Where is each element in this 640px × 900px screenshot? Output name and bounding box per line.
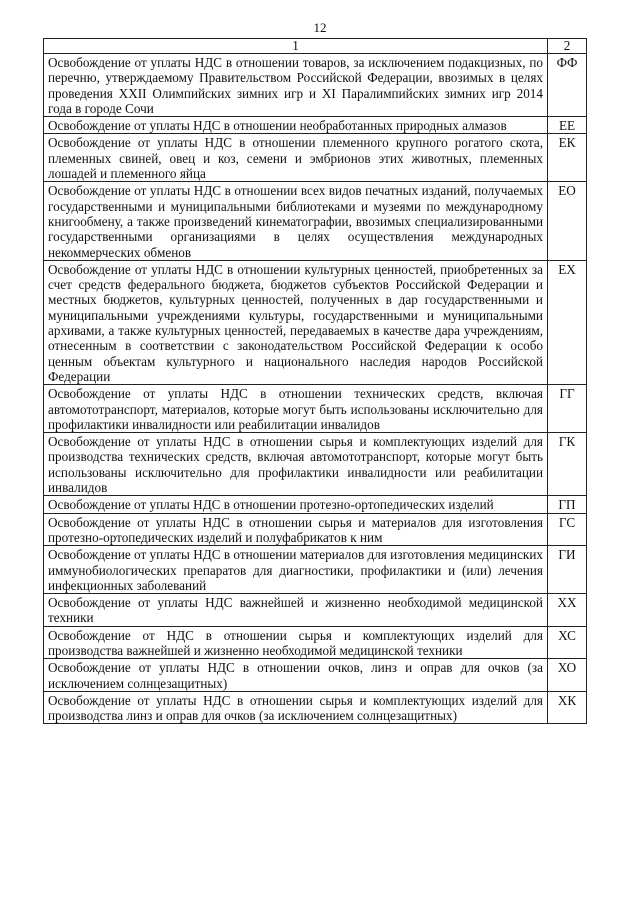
row-code: ФФ	[548, 54, 587, 117]
page-number: 12	[313, 20, 327, 35]
table-row	[44, 513, 587, 546]
row-code: ЕК	[548, 134, 587, 182]
table-row	[44, 691, 587, 724]
row-description: Освобождение от уплаты НДС в отношении материалов для изготовления медицинских иммунобиологических препаратов для диагностики, профилактики и (или) лечения инфекционных заболеваний	[44, 546, 548, 594]
row-code: ХХ	[548, 594, 587, 627]
table-row	[44, 54, 587, 117]
row-description: Освобождение от уплаты НДС в отношении всех видов печатных изданий, получаемых государственными и муниципальными библиотеками и музеями по международному книгообмену, а также произведений кинематографии, ввозимых специализированными государственными организациями в целях осуществления международных некоммерческих обменов	[44, 182, 548, 260]
row-code: ГГ	[548, 385, 587, 433]
row-description: Освобождение от уплаты НДС в отношении необработанных природных алмазов	[44, 117, 548, 134]
table-row	[44, 260, 587, 384]
table-row	[44, 134, 587, 182]
table-row	[44, 626, 587, 659]
row-description: Освобождение от уплаты НДС в отношении технических средств, включая автомототранспорт, материалов, которые могут быть использованы исключительно для профилактики инвалидности или реабилитации инвалидов	[44, 385, 548, 433]
table-row	[44, 433, 587, 496]
row-code: ХК	[548, 691, 587, 724]
row-code: ЕО	[548, 182, 587, 260]
table-row	[44, 659, 587, 692]
row-description: Освобождение от уплаты НДС в отношении очков, линз и оправ для очков (за исключением солнцезащитных)	[44, 659, 548, 692]
table-row	[44, 385, 587, 433]
row-code: ГС	[548, 513, 587, 546]
table-row	[44, 496, 587, 513]
row-description: Освобождение от уплаты НДС в отношении сырья и материалов для изготовления протезно-ортопедических изделий и полуфабрикатов к ним	[44, 513, 548, 546]
row-code: ГИ	[548, 546, 587, 594]
row-description: Освобождение от уплаты НДС в отношении сырья и комплектующих изделий для производства технических средств, включая автомототранспорт, которые могут быть использованы исключительно для профилактики инвалидности или реабилитации инвалидов	[44, 433, 548, 496]
row-description: Освобождение от уплаты НДС в отношении протезно-ортопедических изделий	[44, 496, 548, 513]
row-description: Освобождение от уплаты НДС в отношении племенного крупного рогатого скота, племенных свиней, овец и коз, семени и эмбрионов этих животных, племенных лошадей и племенного яйца	[44, 134, 548, 182]
row-code: ХС	[548, 626, 587, 659]
column-header-1: 1	[44, 39, 548, 54]
exemption-codes-table	[43, 38, 587, 724]
table-row	[44, 546, 587, 594]
row-description: Освобождение от НДС в отношении сырья и комплектующих изделий для производства важнейшей и жизненно необходимой медицинской техники	[44, 626, 548, 659]
row-code: ЕЕ	[548, 117, 587, 134]
row-description: Освобождение от уплаты НДС в отношении сырья и комплектующих изделий для производства линз и оправ для очков (за исключением солнцезащитных)	[44, 691, 548, 724]
table-row	[44, 594, 587, 627]
row-code: ЕХ	[548, 260, 587, 384]
row-description: Освобождение от уплаты НДС в отношении культурных ценностей, приобретенных за счет средств федерального бюджета, бюджетов субъектов Российской Федерации и местных бюджетов, культурных ценностей, полученных в дар государственными и муниципальными учреждениями культуры, государственными и муниципальными архивами, а также культурных ценностей, передаваемых в качестве дара учреждениям, отнесенным в соответствии с законодательством Российской Федерации к особо ценным объектам культурного и национального наследия народов Российской Федерации	[44, 260, 548, 384]
row-code: ГК	[548, 433, 587, 496]
row-description: Освобождение от уплаты НДС важнейшей и жизненно необходимой медицинской техники	[44, 594, 548, 627]
row-code: ГП	[548, 496, 587, 513]
table-row	[44, 117, 587, 134]
table-header-row	[44, 39, 587, 54]
row-description: Освобождение от уплаты НДС в отношении товаров, за исключением подакцизных, по перечню, утверждаемому Правительством Российской Федерации, ввозимых в целях проведения XXII Олимпийских зимних игр и XI Паралимпийских зимних игр 2014 года в городе Сочи	[44, 54, 548, 117]
column-header-2: 2	[548, 39, 587, 54]
table-row	[44, 182, 587, 260]
row-code: ХО	[548, 659, 587, 692]
